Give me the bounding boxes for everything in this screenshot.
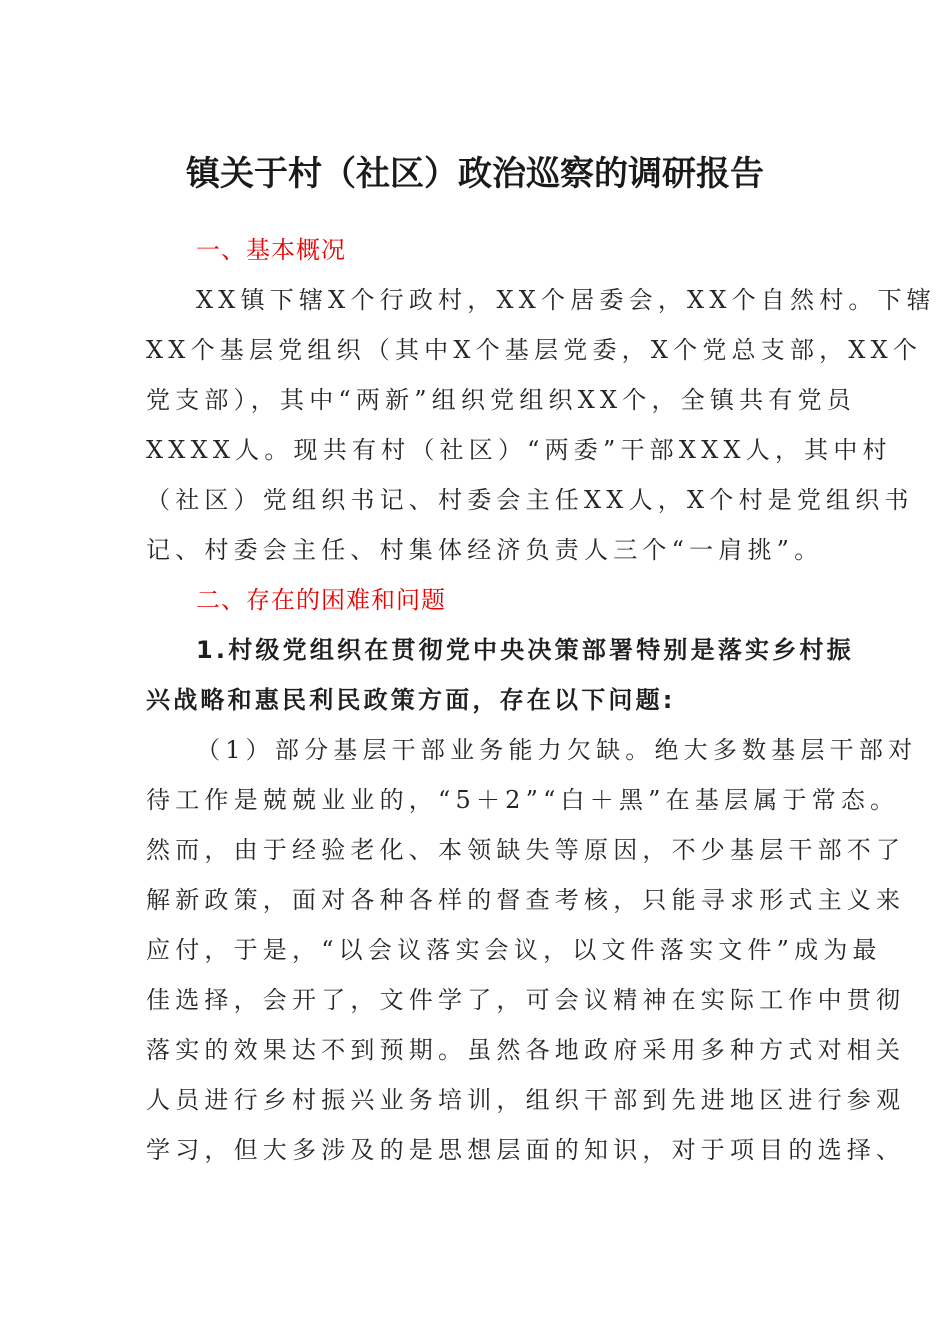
section1-heading: 一、基本概况: [196, 236, 346, 264]
section1-line: XXXX人。现共有村（社区）“两委”干部XXX人，其中村: [146, 436, 892, 464]
point1-line: 然而，由于经验老化、本领缺失等原因，不少基层干部不了: [146, 836, 906, 864]
point1-line: 落实的效果达不到预期。虽然各地政府采用多种方式对相关: [146, 1036, 906, 1064]
point1-line: 应付，于是，“以会议落实会议，以文件落实文件”成为最: [146, 936, 882, 964]
point1-line: 待工作是兢兢业业的，“5＋2”“白＋黑”在基层属于常态。: [146, 786, 900, 814]
point1-line: 佳选择，会开了，文件学了，可会议精神在实际工作中贯彻: [146, 986, 906, 1014]
subheading-line: 兴战略和惠民利民政策方面，存在以下问题:: [146, 686, 676, 714]
section1-line: XX个基层党组织（其中X个基层党委，X个党总支部，XX个: [146, 336, 923, 364]
subheading-line: 1.村级党组织在贯彻党中央决策部署特别是落实乡村振: [196, 636, 854, 664]
section2-heading: 二、存在的困难和问题: [196, 586, 446, 614]
document-title: 镇关于村（社区）政治巡察的调研报告: [186, 154, 764, 194]
section1-line: XX镇下辖X个行政村，XX个居委会，XX个自然村。下辖: [196, 286, 936, 314]
section1-line: 党支部），其中“两新”组织党组织XX个，全镇共有党员: [146, 386, 856, 414]
section1-line: （社区）党组织书记、村委会主任XX人，X个村是党组织书: [146, 486, 914, 514]
section1-line: 记、村委会主任、村集体经济负责人三个“一肩挑”。: [146, 536, 824, 564]
point1-line: 解新政策，面对各种各样的督查考核，只能寻求形式主义来: [146, 886, 906, 914]
point1-line: （1）部分基层干部业务能力欠缺。绝大多数基层干部对: [196, 736, 918, 764]
point1-line: 学习，但大多涉及的是思想层面的知识，对于项目的选择、: [146, 1136, 906, 1164]
point1-line: 人员进行乡村振兴业务培训，组织干部到先进地区进行参观: [146, 1086, 906, 1114]
